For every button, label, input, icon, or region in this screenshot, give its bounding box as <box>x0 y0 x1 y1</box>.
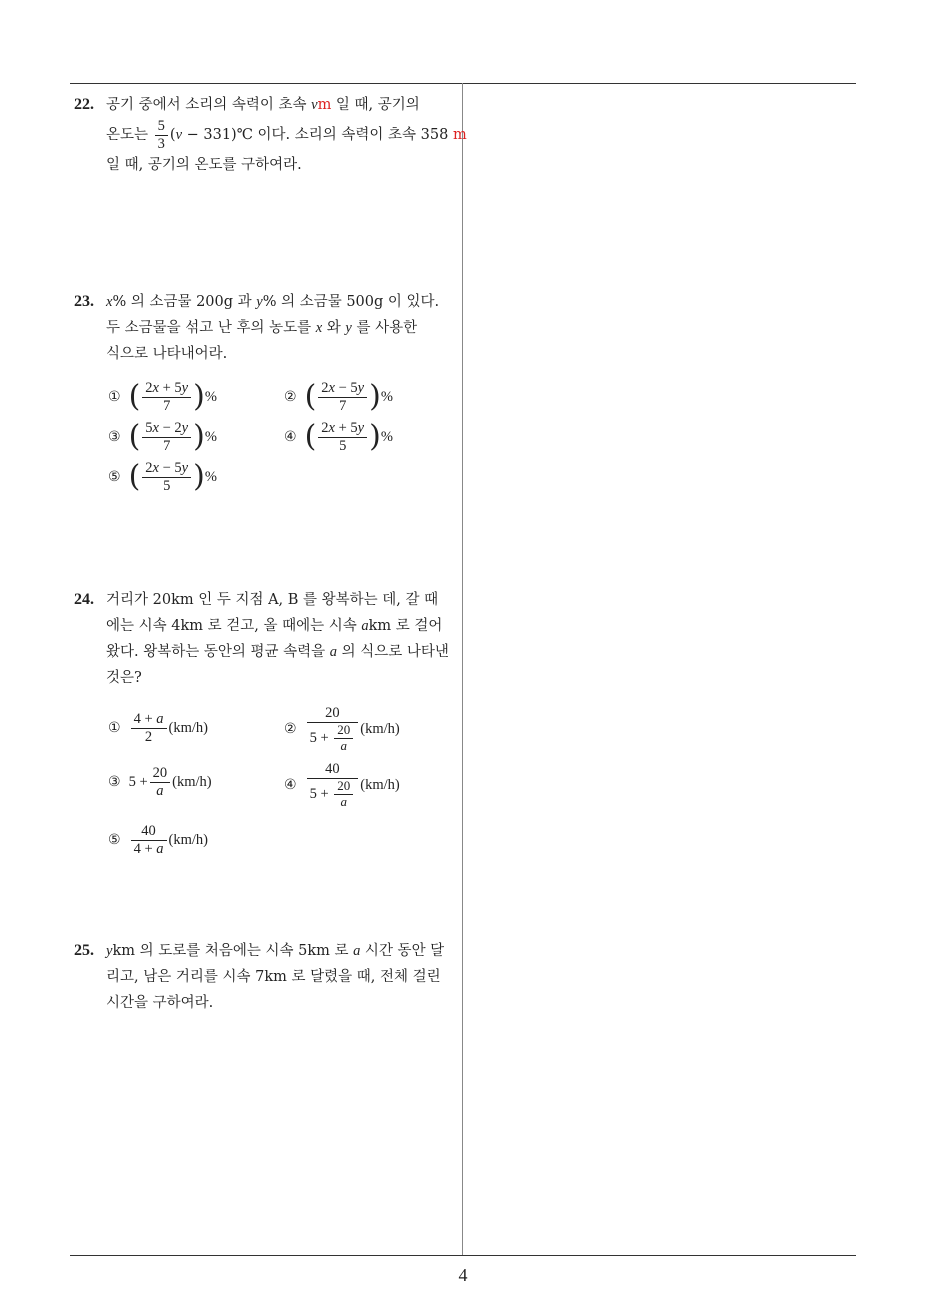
problem-25 <box>74 938 459 1016</box>
choice-mark: ③ <box>108 429 121 446</box>
left-paren: ( <box>304 379 317 415</box>
math-variable: a <box>353 943 361 959</box>
text-line: 온도는 $\frac{5}{3}$ (v − 331)℃ 이다. 소리의 속력이 초속 358 m <box>106 118 467 152</box>
math-variable: x <box>315 320 323 336</box>
text-line: 식으로 나타내어라. <box>106 346 228 362</box>
math-variable: y <box>106 943 113 959</box>
right-paren: ) <box>193 379 205 415</box>
denominator-prefix: 5 + <box>309 729 333 746</box>
text-line: 시간을 구하여라. <box>106 995 214 1011</box>
problem-number: 23. <box>74 293 94 310</box>
left-paren: ( <box>304 419 317 455</box>
left-paren: ( <box>128 379 141 415</box>
fraction <box>131 823 167 857</box>
fraction <box>307 761 359 810</box>
top-rule <box>70 83 856 84</box>
nested-fraction <box>334 779 353 810</box>
denominator: 2 <box>144 728 153 745</box>
percent-sign: % <box>204 468 217 485</box>
choice-4[interactable] <box>284 420 393 454</box>
fraction <box>150 765 171 799</box>
problem-24 <box>74 587 459 691</box>
choice-mark: ③ <box>108 774 121 791</box>
text-line: 것은? <box>106 670 142 686</box>
choice-mark: ① <box>108 389 121 406</box>
unit: (km/h) <box>360 720 400 737</box>
choice-2[interactable] <box>284 380 393 414</box>
choice-mark: ② <box>284 389 297 406</box>
denominator: a <box>156 782 164 799</box>
text-line: 두 소금물을 섞고 난 후의 농도를 x 와 y 를 사용한 <box>106 320 418 336</box>
choice-5[interactable] <box>108 460 217 494</box>
unit: (km/h) <box>168 719 208 736</box>
numerator: 40 <box>307 761 359 779</box>
numerator: 2x − 5y <box>142 460 191 478</box>
numerator: 2x − 5y <box>318 380 367 398</box>
text-line: ykm 의 도로를 처음에는 시속 5km 로 a 시간 동안 달 <box>106 943 445 959</box>
choice-1[interactable] <box>108 380 217 414</box>
choice-mark: ④ <box>284 777 297 794</box>
fraction <box>142 380 191 414</box>
problem-number: 25. <box>74 942 94 959</box>
numerator: 2x + 5y <box>142 380 191 398</box>
math-variable: x <box>106 294 113 310</box>
right-paren: ) <box>193 459 205 495</box>
problem-text <box>106 92 467 178</box>
unit-highlight: m <box>452 127 467 144</box>
numerator: 4 + a <box>131 711 167 729</box>
percent-sign: % <box>380 428 393 445</box>
choice-2[interactable] <box>284 705 400 754</box>
numerator: 40 <box>131 823 167 841</box>
fraction <box>142 420 191 454</box>
column-divider <box>462 83 463 1255</box>
denominator: 7 <box>163 397 171 414</box>
fraction <box>318 420 367 454</box>
text-line: x% 의 소금물 200g 과 y% 의 소금물 500g 이 있다. <box>106 294 440 310</box>
math-variable: v <box>175 127 182 144</box>
left-paren: ( <box>128 419 141 455</box>
fraction <box>155 118 168 152</box>
text-line: 일 때, 공기의 온도를 구하여라. <box>106 157 302 174</box>
math-variable: y <box>345 320 352 336</box>
page-number: 4 <box>458 1265 468 1285</box>
numerator: 20 <box>334 723 353 739</box>
text-line: 에는 시속 4km 로 걷고, 올 때에는 시속 akm 로 걸어 <box>106 618 443 634</box>
prefix: 5 + <box>128 773 148 790</box>
percent-sign: % <box>204 388 217 405</box>
choice-mark: ⑤ <box>108 832 121 849</box>
right-paren: ) <box>369 379 381 415</box>
unit: (km/h) <box>360 776 400 793</box>
denominator: a <box>340 793 347 809</box>
choice-1[interactable] <box>108 711 208 745</box>
choice-3[interactable] <box>108 765 212 799</box>
denominator: 7 <box>163 437 171 454</box>
choice-5[interactable] <box>108 823 208 857</box>
denominator <box>307 723 359 754</box>
choice-4[interactable] <box>284 761 400 810</box>
math-variable: a <box>329 644 338 660</box>
unit-highlight: m <box>317 97 332 113</box>
math-variable: y <box>256 294 263 310</box>
problem-number: 22. <box>74 96 94 113</box>
denominator: 7 <box>339 397 347 414</box>
problem-number: 24. <box>74 591 94 608</box>
nested-fraction <box>334 723 353 754</box>
denominator: 4 + a <box>133 840 164 857</box>
numerator: 20 <box>150 765 171 783</box>
denominator <box>307 779 359 810</box>
problem-23 <box>74 289 459 367</box>
right-paren: ) <box>369 419 381 455</box>
text-line: 왔다. 왕복하는 동안의 평균 속력을 a 의 식으로 나타낸 <box>106 644 449 660</box>
fraction <box>318 380 367 414</box>
denominator: 5 <box>339 437 347 454</box>
unit: (km/h) <box>168 831 208 848</box>
math-variable: a <box>361 618 369 634</box>
numerator: 20 <box>334 779 353 795</box>
problem-text <box>106 938 459 1016</box>
problem-text <box>106 587 459 691</box>
choice-mark: ④ <box>284 429 297 446</box>
bottom-rule <box>70 1255 856 1256</box>
numerator: 20 <box>307 705 359 723</box>
percent-sign: % <box>380 388 393 405</box>
fraction <box>142 460 191 494</box>
choice-mark: ① <box>108 720 121 737</box>
text-line: 공기 중에서 소리의 속력이 초속 vm 일 때, 공기의 <box>106 97 420 113</box>
denominator: 5 <box>163 477 171 494</box>
numerator: 5 <box>155 118 168 136</box>
math-variable: v <box>311 97 318 113</box>
percent-sign: % <box>204 428 217 445</box>
denominator: a <box>340 737 347 753</box>
choice-mark: ② <box>284 721 297 738</box>
unit: (km/h) <box>172 773 212 790</box>
numerator: 2x + 5y <box>318 420 367 438</box>
text-line: 리고, 남은 거리를 시속 7km 로 달렸을 때, 전체 걸린 <box>106 969 441 985</box>
choice-3[interactable] <box>108 420 217 454</box>
numerator: 5x − 2y <box>142 420 191 438</box>
fraction <box>131 711 167 745</box>
problem-text <box>106 289 459 367</box>
problem-22 <box>74 92 467 178</box>
left-paren: ( <box>128 459 141 495</box>
denominator: 3 <box>157 135 165 152</box>
choice-mark: ⑤ <box>108 469 121 486</box>
right-paren: ) <box>193 419 205 455</box>
denominator-prefix: 5 + <box>309 785 333 802</box>
fraction <box>307 705 359 754</box>
text-line: 거리가 20km 인 두 지점 A, B 를 왕복하는 데, 갈 때 <box>106 592 439 608</box>
